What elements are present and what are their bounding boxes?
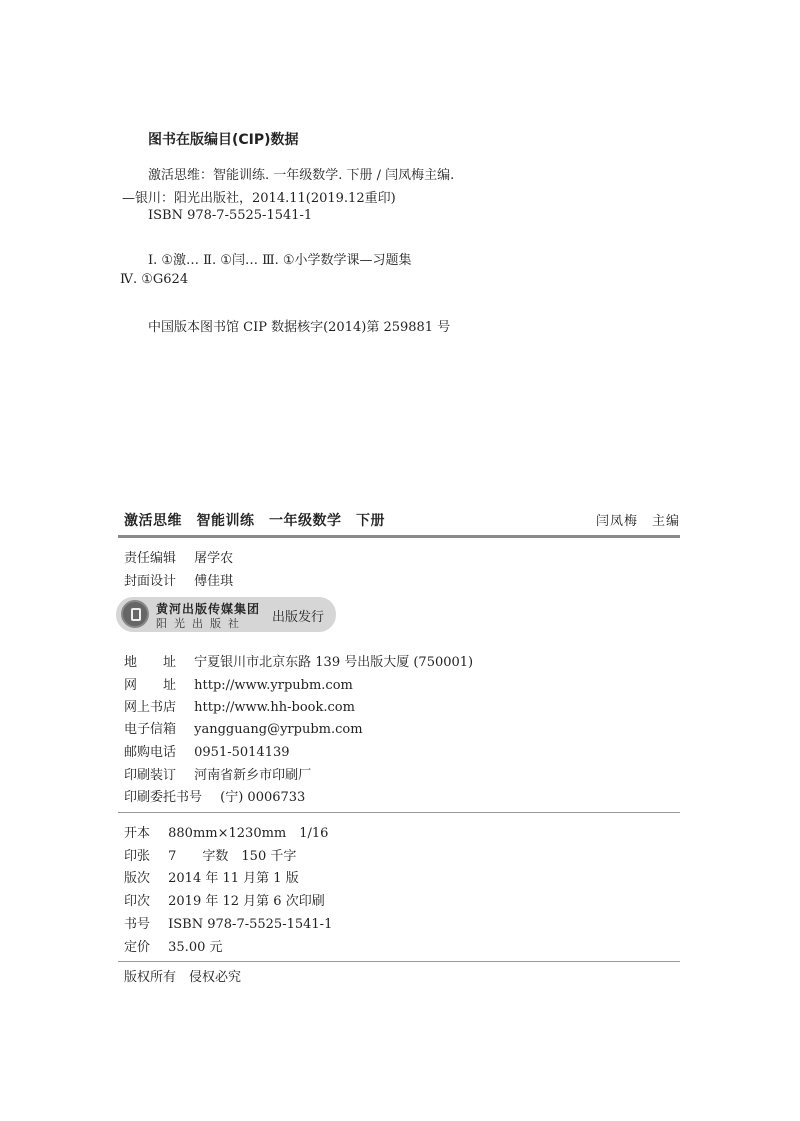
chief-editor: 闫凤梅 主编 — [596, 514, 681, 529]
contact-row-address — [124, 651, 473, 670]
staff-value: 傅佳琪 — [194, 574, 234, 589]
cip-record-number: 中国版本图书馆 CIP 数据核字(2014)第 259881 号 — [148, 320, 451, 335]
cip-publisher-line: —银川：阳光出版社，2014.11(2019.12重印) — [122, 191, 396, 206]
publisher-press-name: 阳光出版社 — [156, 617, 246, 630]
contact-value: yangguang@yrpubm.com — [194, 722, 363, 737]
publisher-issue-text: 出版发行 — [272, 610, 325, 625]
cip-classification-line-2: Ⅳ. ①G624 — [120, 272, 189, 287]
spec-value: ISBN 978-7-5525-1541-1 — [168, 917, 333, 932]
staff-row-cover — [124, 570, 233, 589]
contact-label: 印刷装订 — [124, 768, 177, 783]
spec-row-sheets — [124, 845, 296, 864]
publisher-group-name: 黄河出版传媒集团 — [156, 602, 261, 616]
contact-row-email — [124, 718, 363, 737]
contact-row-phone — [124, 741, 290, 760]
contact-value: 宁夏银川市北京东路 139 号出版大厦 (750001) — [194, 655, 474, 670]
spec-row-isbn — [124, 913, 332, 932]
spec-value: 2019 年 12 月第 6 次印刷 — [168, 894, 325, 909]
spec-label: 书号 — [124, 917, 151, 932]
book-title: 激活思维 智能训练 一年级数学 下册 — [124, 513, 385, 529]
contact-label: 邮购电话 — [124, 745, 177, 760]
staff-label: 责任编辑 — [124, 551, 177, 566]
spec-value: 35.00 元 — [168, 940, 223, 955]
spec-label: 印次 — [124, 894, 151, 909]
staff-value: 屠学农 — [194, 551, 234, 566]
contact-row-print-order — [124, 786, 305, 805]
contact-row-website — [124, 674, 353, 693]
spec-row-format — [124, 822, 328, 841]
contact-label: 印刷委托书号 — [124, 790, 203, 805]
staff-row-editor — [124, 547, 233, 566]
contact-value: http://www.yrpubm.com — [194, 678, 353, 693]
section-divider — [118, 812, 680, 813]
contact-row-online-store — [124, 696, 355, 715]
section-divider — [118, 961, 680, 962]
contact-value: 0951-5014139 — [194, 745, 290, 760]
spec-label: 开本 — [124, 826, 151, 841]
cip-classification-line: Ⅰ. ①激… Ⅱ. ①闫… Ⅲ. ①小学数学课—习题集 — [148, 253, 412, 268]
title-divider — [118, 535, 680, 538]
spec-label: 印张 — [124, 849, 151, 864]
spec-value: 880mm×1230mm 1/16 — [168, 826, 329, 841]
spec-value: 7 字数 150 千字 — [168, 849, 297, 864]
spec-label: 版次 — [124, 871, 151, 886]
book-seal-icon — [121, 600, 149, 628]
cip-title-line: 激活思维：智能训练. 一年级数学. 下册 / 闫凤梅主编. — [148, 168, 455, 183]
contact-value: (宁) 0006733 — [220, 790, 306, 805]
contact-value: http://www.hh-book.com — [194, 700, 355, 715]
contact-value: 河南省新乡市印刷厂 — [194, 768, 312, 783]
contact-label: 电子信箱 — [124, 722, 177, 737]
contact-label: 网 址 — [124, 678, 177, 693]
publisher-banner — [116, 597, 336, 632]
cip-heading: 图书在版编目(CIP)数据 — [148, 132, 299, 148]
spec-row-edition — [124, 867, 299, 886]
spec-label: 定价 — [124, 940, 151, 955]
contact-label: 地 址 — [124, 655, 177, 670]
contact-label: 网上书店 — [124, 700, 177, 715]
cip-isbn-line: ISBN 978-7-5525-1541-1 — [148, 208, 313, 223]
contact-row-printer — [124, 764, 311, 783]
copyright-notice: 版权所有 侵权必究 — [124, 970, 242, 985]
staff-label: 封面设计 — [124, 574, 177, 589]
spec-row-price — [124, 936, 223, 955]
spec-row-printing — [124, 890, 325, 909]
spec-value: 2014 年 11 月第 1 版 — [168, 871, 299, 886]
